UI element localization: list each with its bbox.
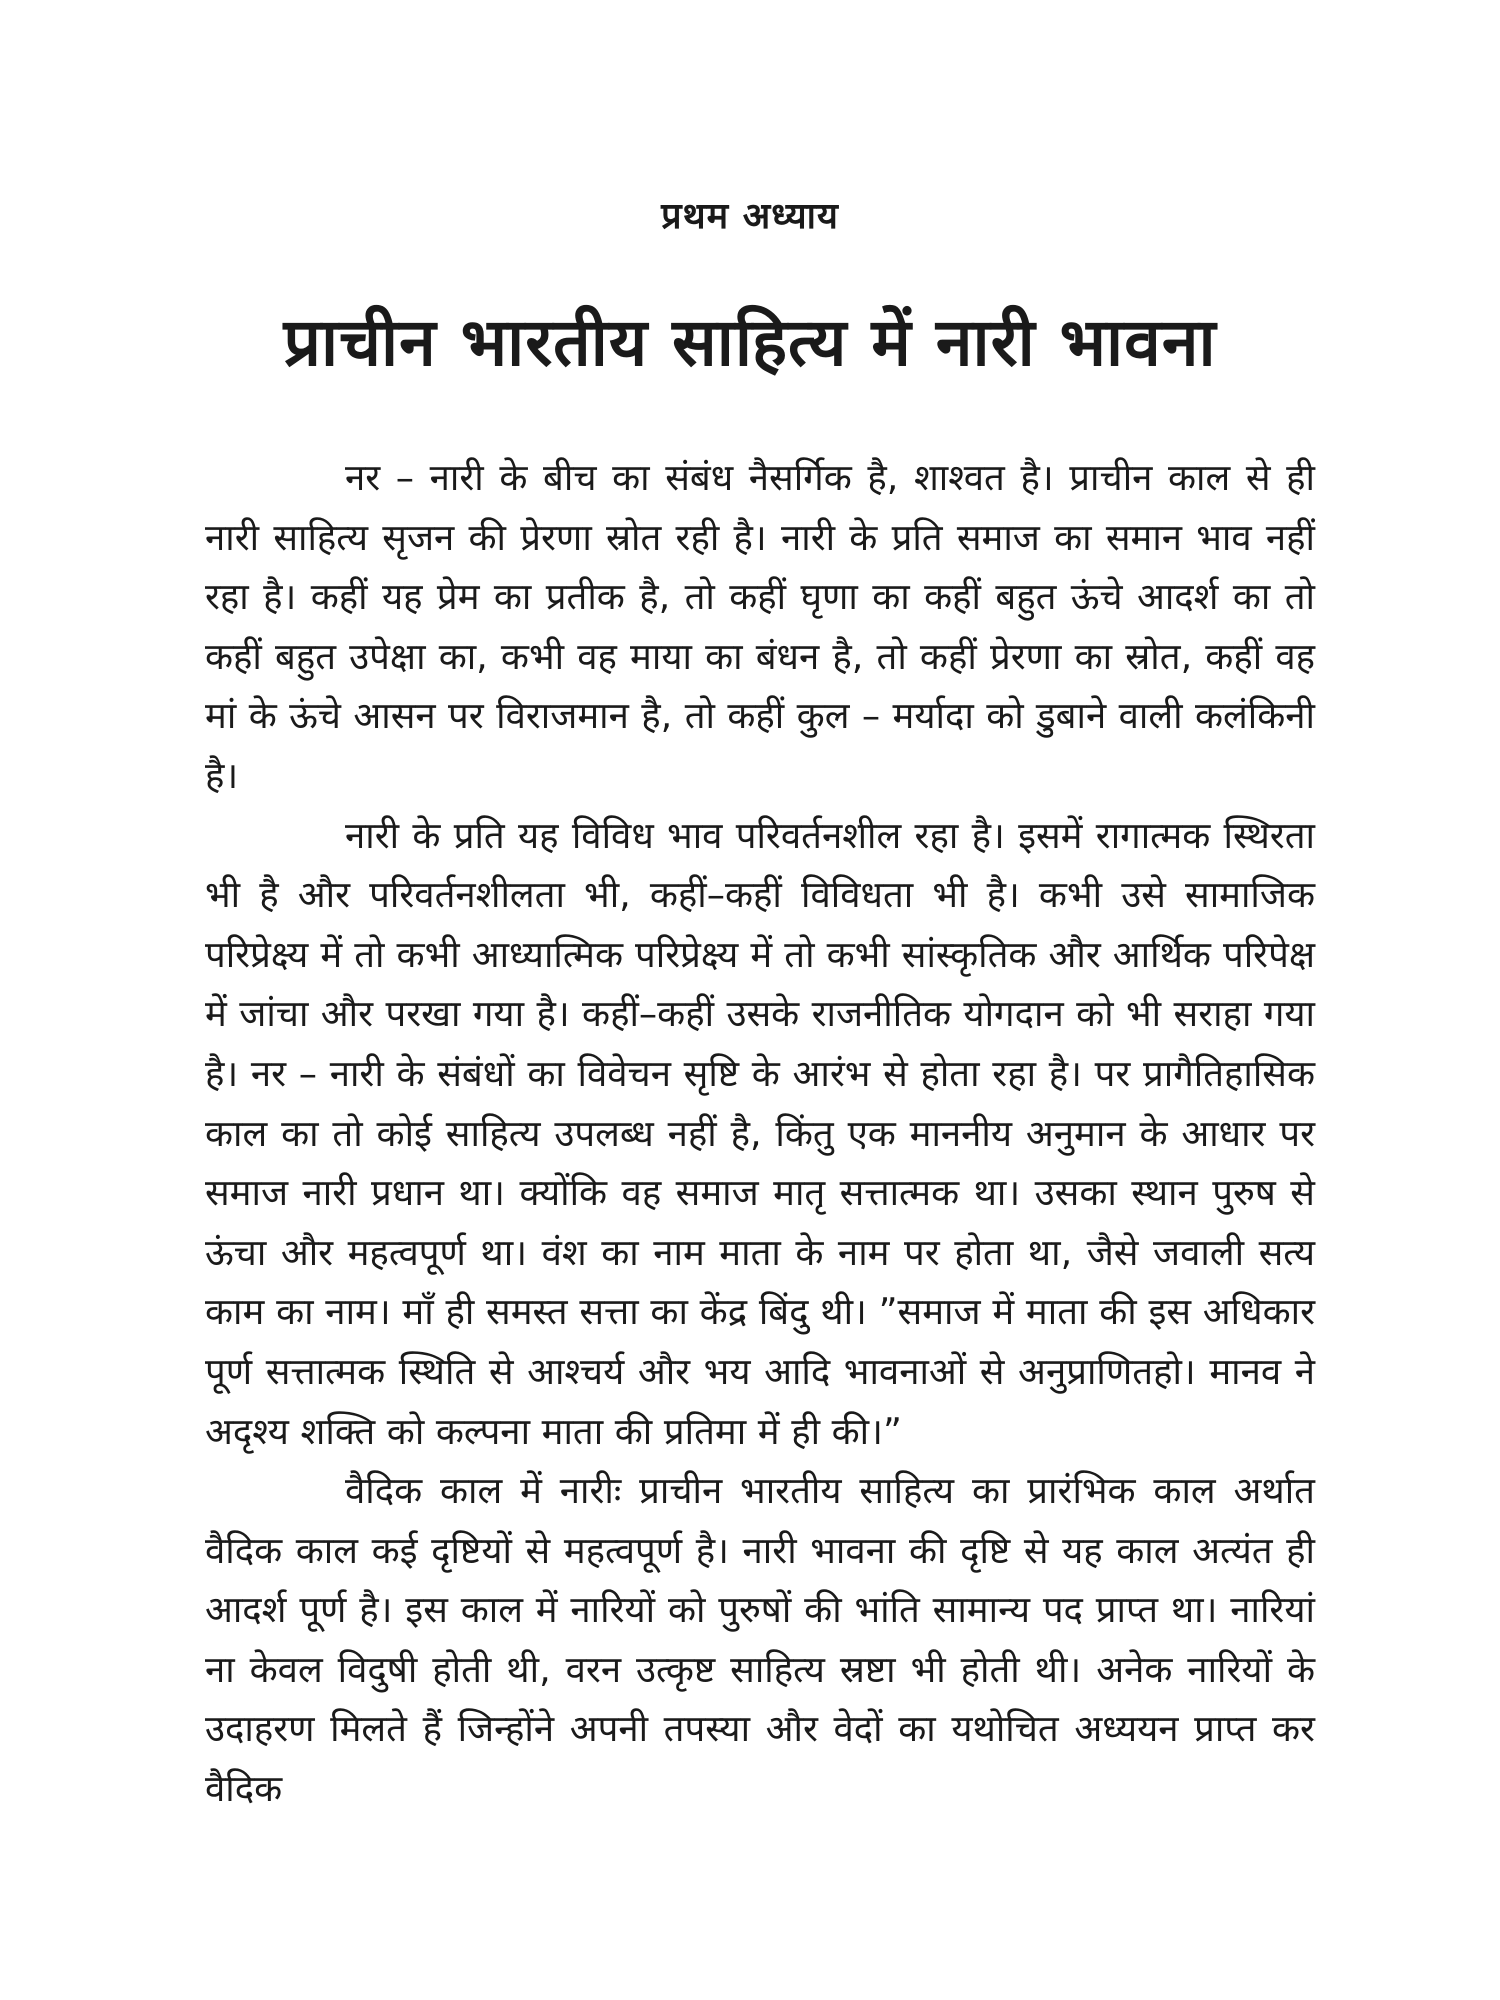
paragraph-1: नर – नारी के बीच का संबंध नैसर्गिक है, शाश्वत है। प्राचीन काल से ही नारी साहित्य सृजन की प्रेरणा स्रोत रही है। नारी के प्रति समाज का समान भाव नहीं रहा है। कहीं यह प्रेम का प्रतीक है, तो कहीं घृणा का कहीं बहुत ऊंचे आदर्श का तो कहीं बहुत उपेक्षा का, कभी वह माया का बंधन है, तो कहीं प्रेरणा का स्रोत, कहीं वह मां के ऊंचे आसन पर विराजमान है, तो कहीं कुल – मर्यादा को डुबाने वाली कलंकिनी है।	[205, 456, 1315, 797]
chapter-label: प्रथम अध्याय	[661, 196, 839, 237]
chapter-title: प्राचीन भारतीय साहित्य में नारी भावना	[283, 304, 1217, 381]
paragraph-3: वैदिक काल में नारीः प्राचीन भारतीय साहित्य का प्रारंभिक काल अर्थात वैदिक काल कई दृष्टियों से महत्वपूर्ण है। नारी भावना की दृष्टि से यह काल अत्यंत ही आदर्श पूर्ण है। इस काल में नारियों को पुरुषों की भांति सामान्य पद प्राप्त था। नारियां ना केवल विदुषी होती थी, वरन उत्कृष्ट साहित्य स्रष्टा भी होती थी। अनेक नारियों के उदाहरण मिलते हैं जिन्होंने अपनी तपस्या और वेदों का यथोचित अध्ययन प्राप्त कर वैदिक	[205, 1469, 1315, 1811]
paragraph-2: नारी के प्रति यह विविध भाव परिवर्तनशील रहा है। इसमें रागात्मक स्थिरता भी है और परिवर्तनशीलता भी, कहीं–कहीं विविधता भी है। कभी उसे सामाजिक परिप्रेक्ष्य में तो कभी आध्यात्मिक परिप्रेक्ष्य में तो कभी सांस्कृतिक और आर्थिक परिपेक्ष में जांचा और परखा गया है। कहीं–कहीं उसके राजनीतिक योगदान को भी सराहा गया है। नर – नारी के संबंधों का विवेचन सृष्टि के आरंभ से होता रहा है। पर प्रागैतिहासिक काल का तो कोई साहित्य उपलब्ध नहीं है, किंतु एक माननीय अनुमान के आधार पर समाज नारी प्रधान था। क्योंकि वह समाज मातृ सत्तात्मक था। उसका स्थान पुरुष से ऊंचा और महत्वपूर्ण था। वंश का नाम माता के नाम पर होता था, जैसे जवाली सत्य काम का नाम। माँ ही समस्त सत्ता का केंद्र बिंदु थी। ”समाज में माता की इस अधिकार पूर्ण सत्तात्मक स्थिति से आश्चर्य और भय आदि भावनाओं से अनुप्राणितहो। मानव ने अदृश्य शक्ति को कल्पना माता की प्रतिमा में ही की।”	[205, 813, 1315, 1453]
body-text	[205, 448, 1315, 1819]
